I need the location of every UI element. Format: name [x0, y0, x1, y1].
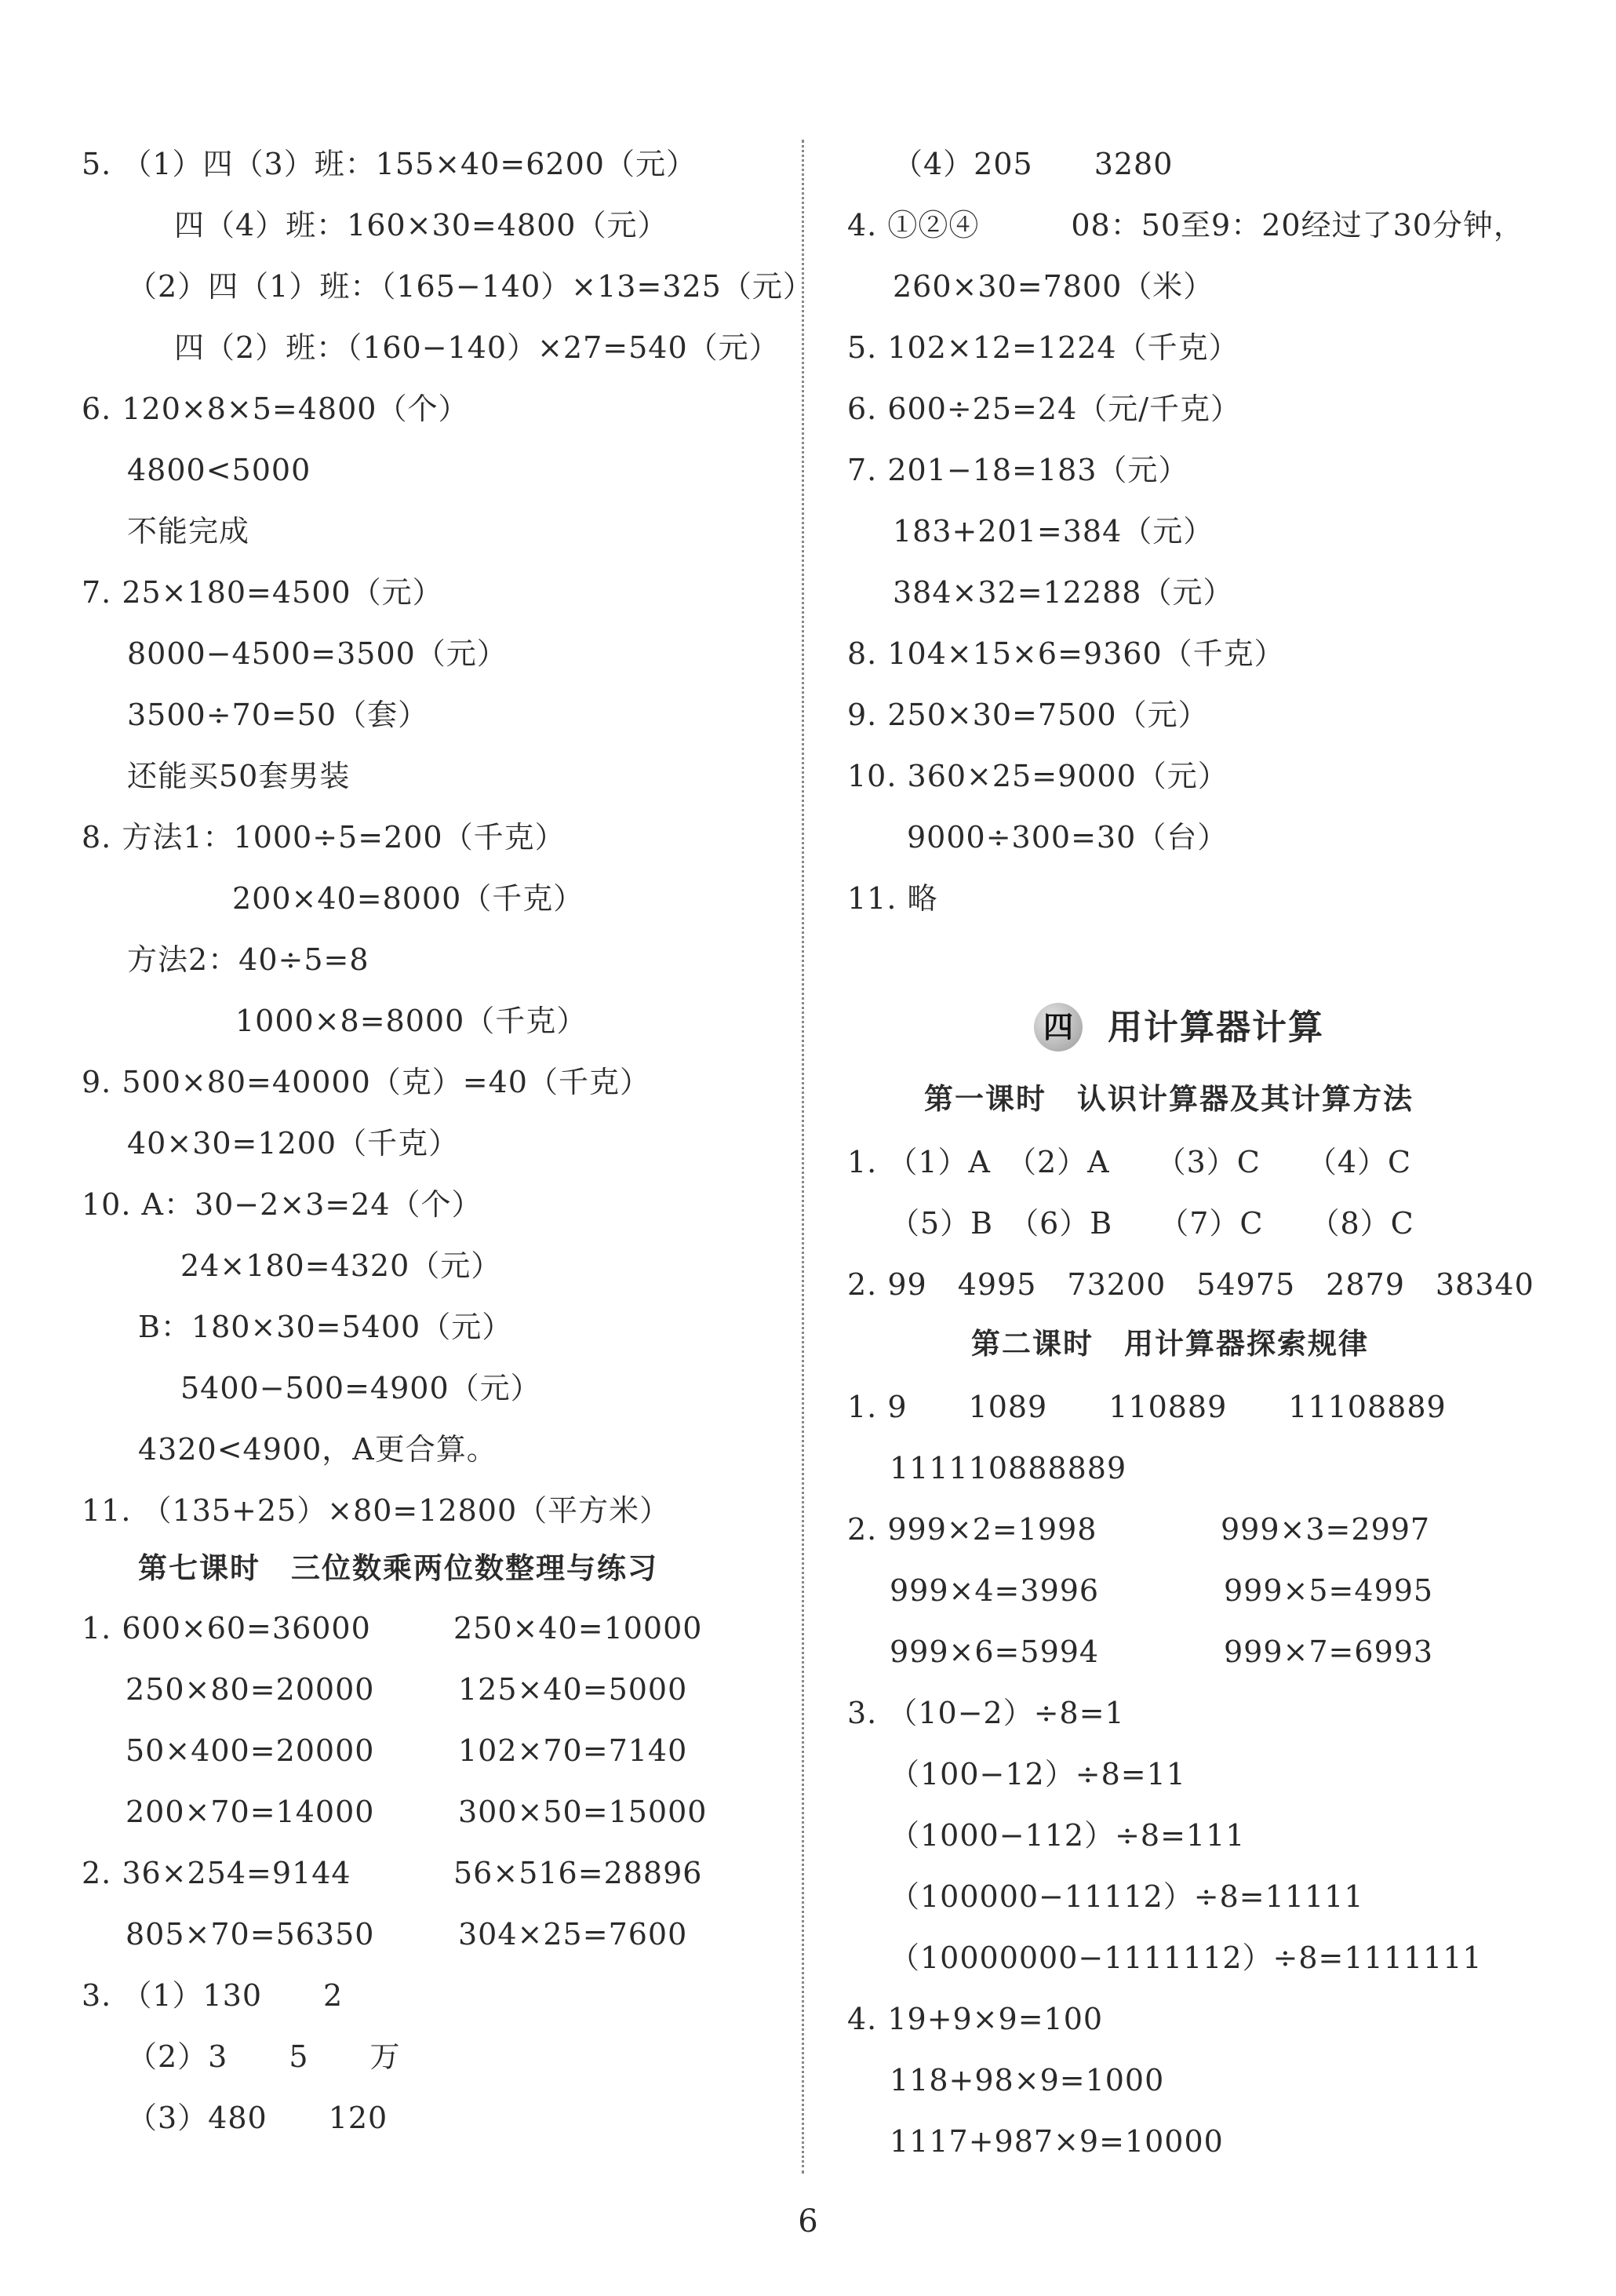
lesson2-q4: 1117+987×9=10000 [890, 2124, 1224, 2159]
left-line: 4320<4900，A更合算。 [138, 1432, 497, 1467]
lesson2-q3: （1000−112）÷8=111 [890, 1818, 1246, 1853]
lesson2-q2-row: 999×5=4995 [1224, 1573, 1434, 1608]
unit-number-badge: 四 [1034, 1003, 1083, 1051]
lesson2-q3: 3. （10−2）÷8=1 [847, 1696, 1125, 1730]
lesson1-line: （5）B （6）B （7）C （8）C [890, 1206, 1414, 1241]
lesson7-row: 102×70=7140 [458, 1733, 688, 1768]
right-line: 6. 600÷25=24（元/千克） [847, 392, 1242, 426]
lesson2-q2-row: 999×4=3996 [890, 1573, 1100, 1608]
left-line: 还能买50套男装 [127, 759, 351, 793]
lesson7-row: 50×400=20000 [126, 1733, 375, 1768]
lesson7-row: 2. 36×254=9144 [82, 1856, 351, 1890]
lesson2-heading: 第二课时 用计算器探索规律 [971, 1327, 1369, 1361]
lesson2-q2-row: 999×6=5994 [890, 1635, 1100, 1669]
lesson1-line: 2. 99 4995 73200 54975 2879 38340 [847, 1267, 1534, 1302]
left-line: 1000×8=8000（千克） [235, 1004, 588, 1038]
lesson7-row: 250×80=20000 [126, 1672, 375, 1707]
lesson2-q4: 4. 19+9×9=100 [847, 2002, 1104, 2036]
unit-title: 用计算器计算 [1108, 1008, 1324, 1048]
lesson7-q3: （3）480 120 [127, 2101, 388, 2135]
lesson2-q1: 111110888889 [890, 1451, 1127, 1485]
right-line: 10. 360×25=9000（元） [847, 759, 1228, 793]
left-line: 四（2）班：（160−140）×27=540（元） [174, 330, 780, 365]
left-line: 5400−500=4900（元） [180, 1371, 541, 1405]
page-number: 6 [798, 2203, 818, 2240]
right-line: （4）205 3280 [893, 147, 1174, 181]
left-line: 10. A：30−2×3=24（个） [82, 1187, 482, 1222]
right-line: 260×30=7800（米） [893, 269, 1214, 304]
right-line: 11. 略 [847, 881, 938, 916]
lesson7-row: 125×40=5000 [458, 1672, 688, 1707]
right-line: 7. 201−18=183（元） [847, 453, 1189, 487]
left-line: 4800<5000 [127, 453, 311, 487]
left-line: 9. 500×80=40000（克）=40（千克） [82, 1065, 650, 1099]
lesson2-q3: （100−12）÷8=11 [890, 1757, 1186, 1791]
lesson2-q3: （100000−11112）÷8=11111 [890, 1879, 1364, 1914]
right-line: 9. 250×30=7500（元） [847, 698, 1209, 732]
lesson7-row: 300×50=15000 [458, 1795, 708, 1829]
lesson7-row: 304×25=7600 [458, 1917, 688, 1952]
right-line: 9000÷300=30（台） [907, 820, 1228, 855]
right-line: 183+201=384（元） [893, 514, 1214, 548]
lesson7-row: 56×516=28896 [453, 1856, 703, 1890]
lesson7-q3: （2）3 5 万 [127, 2039, 401, 2074]
left-line: 11. （135+25）×80=12800（平方米） [82, 1493, 671, 1528]
right-line: 384×32=12288（元） [893, 575, 1234, 610]
left-line: 8000−4500=3500（元） [127, 636, 508, 671]
lesson7-heading: 第七课时 三位数乘两位数整理与练习 [138, 1551, 658, 1585]
lesson2-q2-row: 999×3=2997 [1221, 1512, 1431, 1547]
left-line: 200×40=8000（千克） [232, 881, 584, 916]
lesson1-heading: 第一课时 认识计算器及其计算方法 [924, 1082, 1414, 1116]
lesson2-q3: （10000000−1111112）÷8=1111111 [890, 1941, 1483, 1975]
lesson7-row: 250×40=10000 [453, 1611, 703, 1645]
right-line: 5. 102×12=1224（千克） [847, 330, 1239, 365]
lesson2-q2-row: 999×7=6993 [1224, 1635, 1434, 1669]
left-line: B：180×30=5400（元） [138, 1310, 513, 1344]
lesson7-row: 805×70=56350 [126, 1917, 375, 1952]
column-divider [802, 140, 804, 2174]
right-line: 8. 104×15×6=9360（千克） [847, 636, 1285, 671]
lesson7-row: 1. 600×60=36000 [82, 1611, 371, 1645]
left-line: 不能完成 [127, 514, 250, 548]
left-line: 40×30=1200（千克） [127, 1126, 460, 1161]
left-line: 24×180=4320（元） [180, 1248, 502, 1283]
lesson2-q2-row: 2. 999×2=1998 [847, 1512, 1097, 1547]
lesson7-q3: 3. （1）130 2 [82, 1978, 344, 2013]
lesson1-line: 1. （1）A （2）A （3）C （4）C [847, 1145, 1412, 1179]
lesson2-q1: 1. 9 1089 110889 11108889 [847, 1390, 1447, 1424]
left-line: 四（4）班：160×30=4800（元） [174, 208, 668, 242]
lesson2-q4: 118+98×9=1000 [890, 2063, 1165, 2097]
left-line: 3500÷70=50（套） [127, 698, 429, 732]
left-line: 5. （1）四（3）班：155×40=6200（元） [82, 147, 697, 181]
left-line: 6. 120×8×5=4800（个） [82, 392, 469, 426]
left-line: 方法2：40÷5=8 [127, 942, 369, 977]
left-line: （2）四（1）班：（165−140）×13=325（元） [127, 269, 813, 304]
lesson7-row: 200×70=14000 [126, 1795, 375, 1829]
right-line: 4. ①②④ 08：50至9：20经过了30分钟， [847, 208, 1524, 242]
left-line: 8. 方法1：1000÷5=200（千克） [82, 820, 566, 855]
left-line: 7. 25×180=4500（元） [82, 575, 443, 610]
